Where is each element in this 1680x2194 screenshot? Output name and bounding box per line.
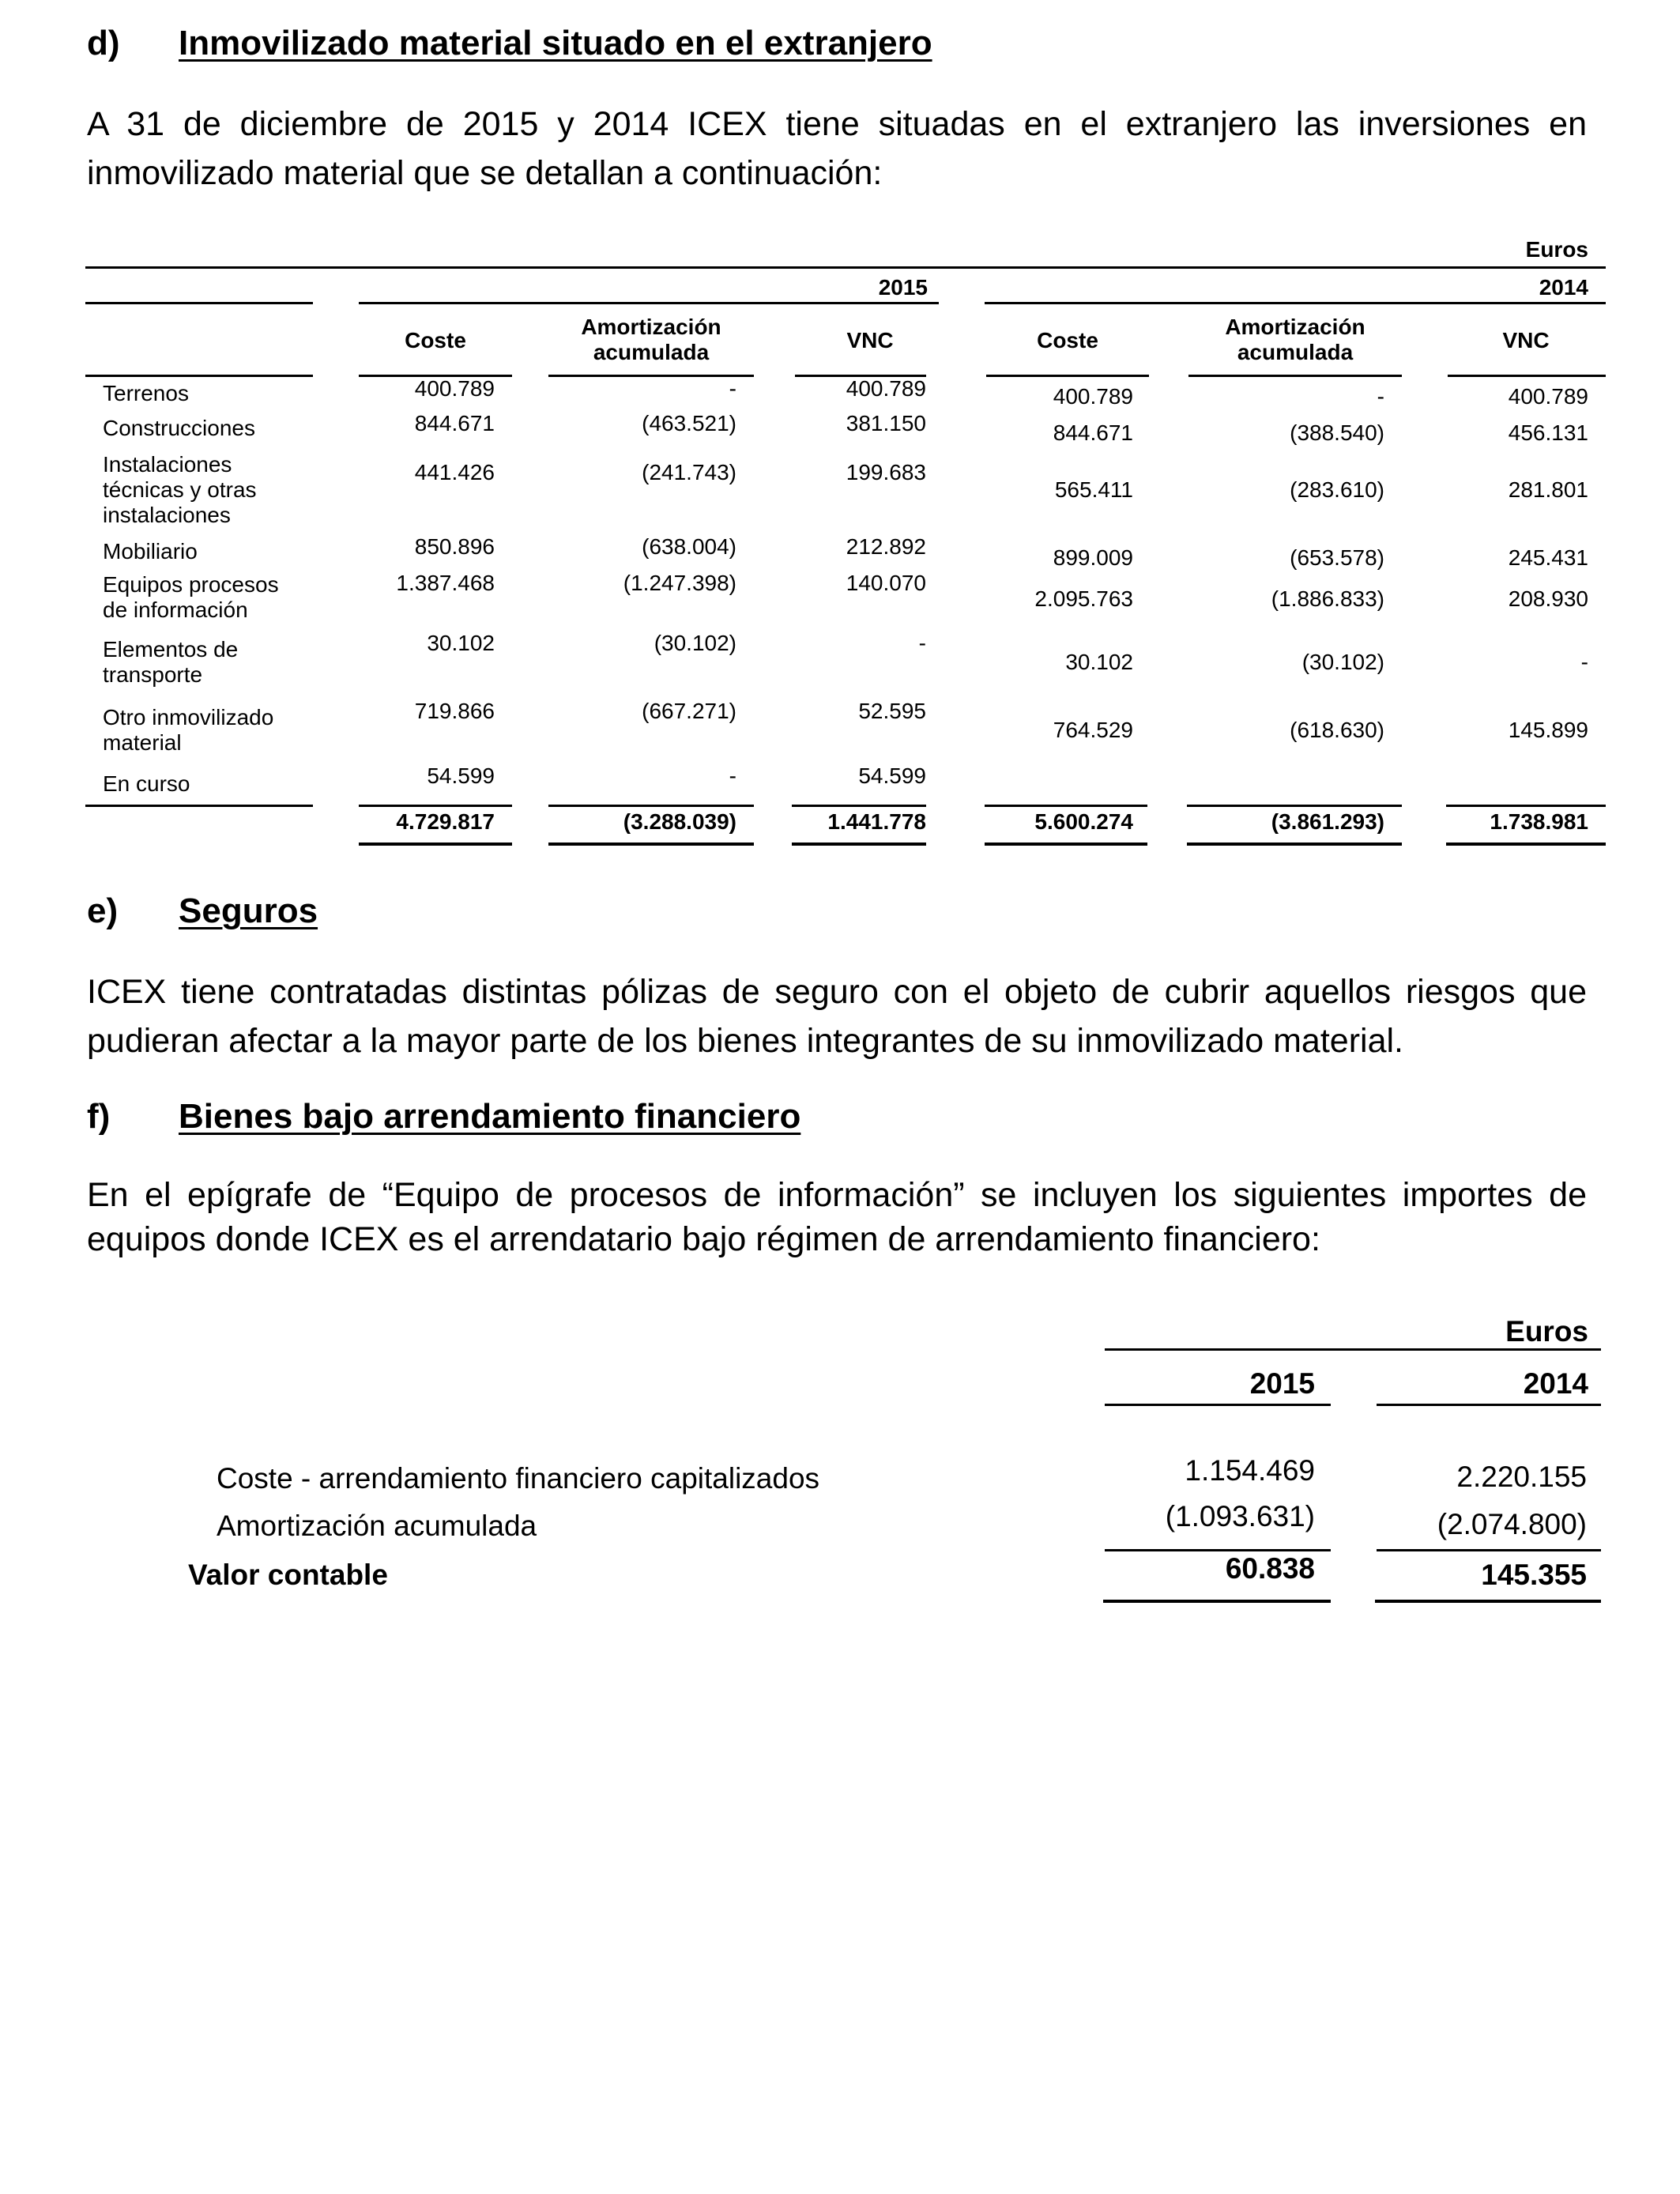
cell-coste-2014: 400.789 [1053, 384, 1133, 409]
cell-coste-2014: 30.102 [1065, 650, 1133, 674]
total-coste-2014: 5.600.274 [1034, 809, 1133, 834]
row-label: Otro inmovilizado material [103, 705, 274, 755]
table1-rule [986, 375, 1149, 377]
total-vnc-2015: 1.441.778 [827, 809, 926, 834]
cell-amort-2015: (463.521) [642, 411, 736, 435]
table2-value-2015: 1.154.469 [1185, 1454, 1315, 1487]
table1-rule [1446, 805, 1606, 807]
total-amort-2015: (3.288.039) [623, 809, 736, 834]
section-d-title: Inmovilizado material situado en el extranjero [179, 24, 932, 62]
cell-vnc-2014: 456.131 [1508, 420, 1588, 445]
row-label: En curso [103, 771, 190, 796]
table2-total-rule [1375, 1600, 1601, 1603]
table1-rule-2015 [359, 302, 939, 304]
table1-unit: Euros [1525, 237, 1588, 262]
row-label: Construcciones [103, 416, 255, 440]
table2-rule [1377, 1549, 1601, 1551]
cell-coste-2015: 54.599 [427, 763, 495, 788]
cell-vnc-2014: 245.431 [1508, 545, 1588, 570]
cell-coste-2014: 2.095.763 [1034, 586, 1133, 611]
table1-rule [359, 805, 512, 807]
table2-unit: Euros [1505, 1315, 1588, 1348]
cell-amort-2014: (283.610) [1290, 477, 1384, 502]
table1-rule [85, 375, 313, 377]
cell-coste-2015: 1.387.468 [396, 571, 495, 595]
section-e-paragraph: ICEX tiene contratadas distintas pólizas de seguro con el objeto de cubrir aquellos riesgos que pudieran afectar a la mayor parte de los bienes integrantes de su inmovilizado material. [87, 973, 1587, 1060]
cell-vnc-2014: 145.899 [1508, 718, 1588, 742]
table1-rule [85, 805, 313, 807]
cell-vnc-2015: - [918, 631, 926, 655]
cell-coste-2015: 844.671 [414, 411, 495, 435]
table1-total-rule [985, 843, 1147, 846]
table2-value-2015: (1.093.631) [1165, 1500, 1315, 1532]
table1-rule [548, 805, 754, 807]
section-e-letter: e) [87, 892, 119, 930]
row-label: Equipos procesos de información [103, 572, 279, 622]
cell-amort-2015: (241.743) [642, 460, 736, 484]
header-vnc-2015: VNC [846, 328, 894, 352]
table1-rule [792, 805, 926, 807]
section-f-letter: f) [87, 1097, 111, 1136]
total-vnc-2014: 1.738.981 [1490, 809, 1588, 834]
cell-vnc-2015: 400.789 [846, 376, 926, 401]
cell-amort-2014: - [1377, 384, 1384, 409]
row-label: Instalaciones técnicas y otras instalaciones [103, 452, 257, 527]
cell-vnc-2015: 140.070 [846, 571, 926, 595]
cell-amort-2015: (638.004) [642, 534, 736, 559]
cell-coste-2014: 764.529 [1053, 718, 1133, 742]
table1-year-2015: 2015 [878, 275, 928, 300]
cell-amort-2015: - [729, 376, 736, 401]
table1-rule [85, 302, 313, 304]
cell-coste-2015: 30.102 [427, 631, 495, 655]
cell-vnc-2015: 212.892 [846, 534, 926, 559]
table2-total-2014: 145.355 [1481, 1559, 1587, 1591]
table1-total-rule [1446, 843, 1606, 846]
table2-value-2014: (2.074.800) [1437, 1508, 1587, 1540]
header-coste-2015: Coste [405, 328, 466, 352]
cell-coste-2014: 565.411 [1054, 477, 1133, 502]
cell-amort-2015: (1.247.398) [623, 571, 736, 595]
table1-total-rule [359, 843, 512, 846]
header-coste-2014: Coste [1037, 328, 1098, 352]
cell-amort-2014: (30.102) [1301, 650, 1384, 674]
cell-coste-2015: 850.896 [414, 534, 495, 559]
table1-rule [1448, 375, 1606, 377]
header-amort-2015: Amortización acumulada [581, 315, 721, 364]
row-label: Mobiliario [103, 539, 198, 564]
cell-amort-2014: (653.578) [1290, 545, 1384, 570]
table1-rule [1188, 375, 1402, 377]
table2-value-2014: 2.220.155 [1456, 1461, 1587, 1493]
cell-amort-2014: (1.886.833) [1271, 586, 1384, 611]
cell-vnc-2014: - [1580, 650, 1588, 674]
table1-total-rule [792, 843, 926, 846]
header-amort-2014: Amortización acumulada [1225, 315, 1365, 364]
cell-vnc-2015: 199.683 [846, 460, 926, 484]
table1-year-2014: 2014 [1539, 275, 1588, 300]
table1-rule [985, 805, 1147, 807]
table1-top-rule [85, 266, 1606, 269]
cell-amort-2014: (388.540) [1290, 420, 1384, 445]
cell-vnc-2015: 52.595 [858, 699, 926, 723]
cell-vnc-2015: 54.599 [858, 763, 926, 788]
section-d-paragraph: A 31 de diciembre de 2015 y 2014 ICEX tiene situadas en el extranjero las inversiones en inmovilizado material que se detallan a continuación: [87, 105, 1587, 192]
table1-total-rule [548, 843, 754, 846]
table2-row-label: Amortización acumulada [217, 1510, 537, 1542]
table1-rule [1187, 805, 1402, 807]
cell-vnc-2014: 281.801 [1508, 477, 1588, 502]
cell-amort-2015: (667.271) [642, 699, 736, 723]
cell-amort-2014: (618.630) [1290, 718, 1384, 742]
cell-vnc-2014: 400.789 [1508, 384, 1588, 409]
table2-total-2015: 60.838 [1225, 1552, 1315, 1585]
cell-coste-2014: 844.671 [1053, 420, 1133, 445]
row-label: Terrenos [103, 381, 189, 405]
cell-coste-2015: 719.866 [414, 699, 495, 723]
cell-vnc-2014: 208.930 [1508, 586, 1588, 611]
header-vnc-2014: VNC [1502, 328, 1550, 352]
cell-coste-2015: 400.789 [414, 376, 495, 401]
total-amort-2014: (3.861.293) [1271, 809, 1384, 834]
cell-amort-2015: - [729, 763, 736, 788]
table2-top-rule [1105, 1348, 1601, 1351]
table2-rule [1105, 1404, 1331, 1406]
table2-rule [1105, 1549, 1331, 1551]
cell-vnc-2015: 381.150 [846, 411, 926, 435]
section-f-paragraph: En el epígrafe de “Equipo de procesos de información” se incluyen los siguientes importes de equipos donde ICEX es el arrendatario bajo régimen de arrendamiento financiero: [87, 1176, 1587, 1258]
table1-total-rule [1187, 843, 1402, 846]
table2-year-2014: 2014 [1523, 1367, 1588, 1400]
total-coste-2015: 4.729.817 [396, 809, 495, 834]
table2-rule [1377, 1404, 1601, 1406]
table1-rule-2014 [985, 302, 1606, 304]
cell-amort-2015: (30.102) [654, 631, 736, 655]
section-d-letter: d) [87, 24, 120, 62]
cell-coste-2014: 899.009 [1053, 545, 1133, 570]
table2-row-label: Coste - arrendamiento financiero capitalizados [217, 1462, 820, 1495]
table2-total-rule [1103, 1600, 1331, 1603]
table2-year-2015: 2015 [1249, 1367, 1315, 1400]
section-e-title: Seguros [179, 892, 318, 930]
section-f-title: Bienes bajo arrendamiento financiero [179, 1097, 801, 1136]
table2-total-label: Valor contable [188, 1559, 388, 1591]
row-label: Elementos de transporte [103, 637, 239, 687]
cell-coste-2015: 441.426 [414, 460, 495, 484]
